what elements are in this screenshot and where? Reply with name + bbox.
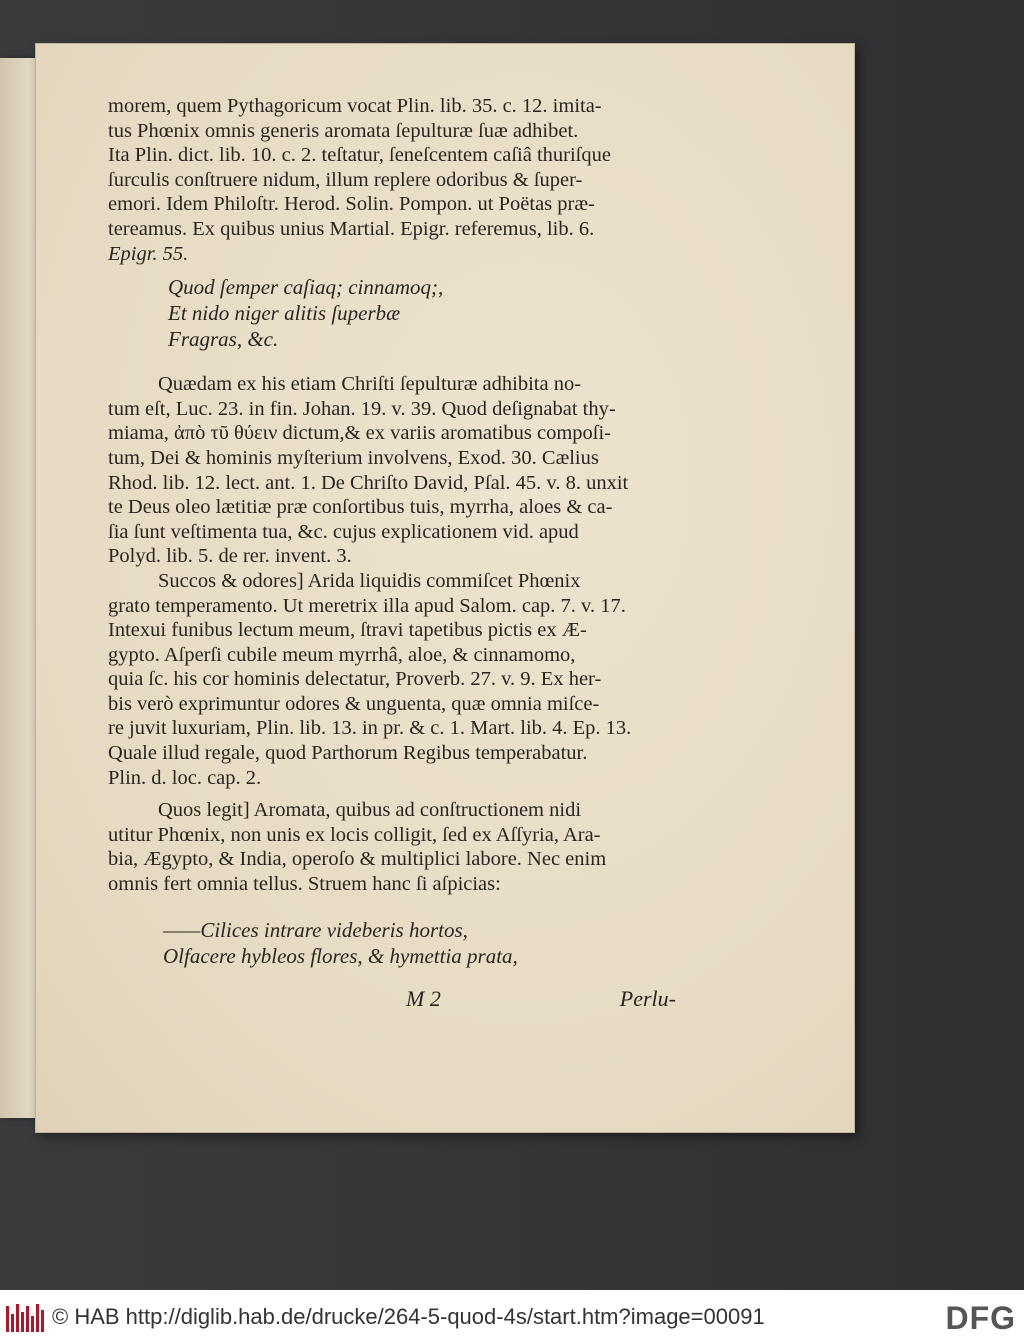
verse-line: Et nido niger alitis ſuperbæ [168,301,401,326]
page-text [108,94,668,969]
text-line: bia, Ægypto, & India, operoſo & multiplici labore. Nec enim [108,848,607,871]
text-line: Intexui funibus lectum meum, ſtravi tapetibus pictis ex Æ- [108,619,587,642]
text-line: gypto. Aſperſi cubile meum myrrhâ, aloe, & cinnamomo, [108,643,576,666]
copyright-link[interactable]: © HAB http://diglib.hab.de/drucke/264-5-quod-4s/start.htm?image=00091 [52,1303,765,1329]
text-line: tereamus. Ex quibus unius Martial. Epigr. referemus, lib. 6. [108,217,595,240]
verse-line: Fragras, &c. [168,327,279,352]
text-line: Quædam ex his etiam Chriſti ſepulturæ adhibita no- [158,373,582,396]
text-line: Polyd. lib. 5. de rer. invent. 3. [108,545,352,568]
viewer-footer [0,1290,1024,1343]
text-line: re juvit luxuriam, Plin. lib. 13. in pr. & c. 1. Mart. lib. 4. Ep. 13. [108,717,632,740]
dfg-logo: DFG [945,1300,1016,1336]
text-line: utitur Phœnix, non unis ex locis colligit, ſed ex Aſſyria, Ara- [108,823,601,846]
text-line: ſurculis conſtruere nidum, illum replere odoribus & ſuper- [108,168,583,191]
text-line: bis verò exprimuntur odores & unguenta, quæ omnia miſce- [108,692,600,715]
verse-line: Olfacere hybleos flores, & hymettia prata, [163,943,518,968]
text-line: te Deus oleo lætitiæ præ conſortibus tuis, myrrha, aloes & ca- [108,496,613,519]
text-line: Quos legit] Aromata, quibus ad conſtructionem nidi [158,799,582,822]
catchword: Perlu- [619,986,676,1011]
text-line: Plin. d. loc. cap. 2. [108,766,262,789]
text-line: tum, Dei & hominis myſterium involvens, Exod. 30. Cælius [108,446,599,469]
verse-line: Quod ſemper caſiaq; cinnamoq;, [168,275,444,300]
barcode-logo-icon [6,1302,46,1332]
text-line: ſia ſunt veſtimenta tua, &c. cujus explicationem vid. apud [108,520,579,543]
text-line: emori. Idem Philoſtr. Herod. Solin. Pompon. ut Poëtas præ- [108,193,595,216]
text-line: miama, ἀπὸ τῦ θύειν dictum,& ex variis aromatibus compoſi- [108,422,612,445]
book-page [36,44,854,1132]
text-line: Rhod. lib. 12. lect. ant. 1. De Chriſto David, Pſal. 45. v. 8. unxit [108,471,629,494]
signature-mark: M 2 [406,986,441,1011]
text-line: grato temperamento. Ut meretrix illa apud Salom. cap. 7. v. 17. [108,594,626,617]
text-line: morem, quem Pythagoricum vocat Plin. lib. 35. c. 12. imita- [108,95,602,117]
text-line: quia ſc. his cor hominis delectatur, Proverb. 27. v. 9. Ex her- [108,668,602,691]
text-line: Succos & odores] Arida liquidis commiſcet Phœnix [158,569,581,592]
text-line: tus Phœnix omnis generis aromata ſepulturæ ſuæ adhibet. [108,119,579,142]
text-line: Quale illud regale, quod Parthorum Regibus temperabatur. [108,742,588,765]
text-line: Ita Plin. dict. lib. 10. c. 2. teſtatur, ſeneſcentem caſiâ thuriſque [108,144,611,167]
text-line: tum eſt, Luc. 23. in fin. Johan. 19. v. 39. Quod deſignabat thy- [108,397,616,420]
verse-line: ——Cilices intrare videberis hortos, [163,917,468,942]
text-line: omnis fert omnia tellus. Struem hanc ſi aſpicias: [108,873,501,896]
text-line: Epigr. 55. [108,242,189,265]
